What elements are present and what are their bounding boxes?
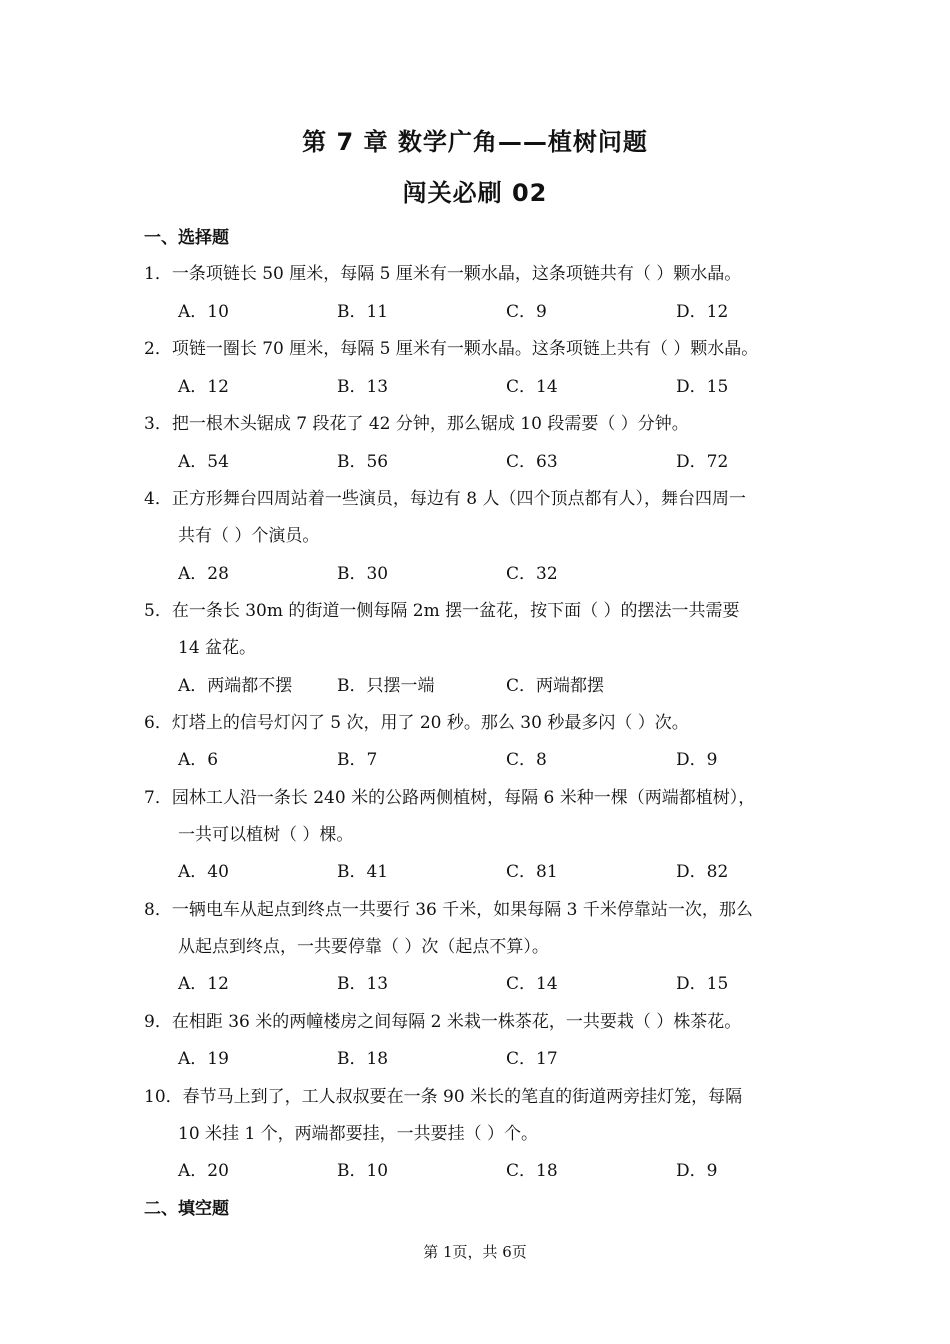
question-4-option-a: A．28 xyxy=(178,564,229,584)
question-4-text-cont: 共有（ ）个演员。 xyxy=(178,526,320,546)
question-8-text: 8．一辆电车从起点到终点一共要行 36 千米，如果每隔 3 千米停靠站一次，那么 xyxy=(144,900,753,920)
question-7-text: 7．园林工人沿一条长 240 米的公路两侧植树，每隔 6 米种一棵（两端都植树）， xyxy=(144,788,756,808)
question-10-option-d: D．9 xyxy=(676,1161,718,1181)
question-10-text-cont: 10 米挂 1 个，两端都要挂，一共要挂（ ）个。 xyxy=(178,1124,539,1144)
question-3-option-a: A．54 xyxy=(178,452,229,472)
question-1-text: 1．一条项链长 50 厘米，每隔 5 厘米有一颗水晶，这条项链共有（ ）颗水晶。 xyxy=(144,264,742,284)
question-8-option-d: D．15 xyxy=(676,974,729,994)
question-6-option-d: D．9 xyxy=(676,750,718,770)
page-footer: 第 1页，共 6页 xyxy=(423,1243,527,1261)
question-2-text: 2．项链一圈长 70 厘米，每隔 5 厘米有一颗水晶。这条项链上共有（ ）颗水晶。 xyxy=(144,339,759,359)
question-9-option-c: C．17 xyxy=(506,1049,558,1069)
question-6-option-a: A．6 xyxy=(178,750,219,770)
question-7-option-b: B．41 xyxy=(337,862,389,882)
question-5-option-c: C．两端都摆 xyxy=(506,676,605,696)
question-3-option-b: B．56 xyxy=(337,452,389,472)
section-heading-fill-in: 二、填空题 xyxy=(144,1199,229,1219)
question-6-option-c: C．8 xyxy=(506,750,547,770)
question-4-option-b: B．30 xyxy=(337,564,389,584)
question-1-option-d: D．12 xyxy=(676,302,729,322)
question-2-option-c: C．14 xyxy=(506,377,558,397)
question-8-option-c: C．14 xyxy=(506,974,558,994)
question-3-text: 3．把一根木头锯成 7 段花了 42 分钟，那么锯成 10 段需要（ ）分钟。 xyxy=(144,414,689,434)
page-title: 第 7 章 数学广角——植树问题 xyxy=(302,128,648,156)
question-1-option-a: A．10 xyxy=(178,302,229,322)
page-subtitle: 闯关必刷 02 xyxy=(402,179,548,207)
question-9-text: 9．在相距 36 米的两幢楼房之间每隔 2 米栽一株茶花，一共要栽（ ）株茶花。 xyxy=(144,1012,742,1032)
question-10-option-c: C．18 xyxy=(506,1161,558,1181)
question-3-option-d: D．72 xyxy=(676,452,729,472)
question-10-option-a: A．20 xyxy=(178,1161,229,1181)
question-1-option-c: C．9 xyxy=(506,302,547,322)
question-7-option-c: C．81 xyxy=(506,862,558,882)
question-6-option-b: B．7 xyxy=(337,750,378,770)
question-5-text-cont: 14 盆花。 xyxy=(178,638,257,658)
question-4-text: 4．正方形舞台四周站着一些演员，每边有 8 人（四个顶点都有人），舞台四周一 xyxy=(144,489,746,509)
question-6-text: 6．灯塔上的信号灯闪了 5 次，用了 20 秒。那么 30 秒最多闪（ ）次。 xyxy=(144,713,689,733)
question-10-text: 10．春节马上到了，工人叔叔要在一条 90 米长的笔直的街道两旁挂灯笼，每隔 xyxy=(144,1087,743,1107)
question-4-option-c: C．32 xyxy=(506,564,558,584)
question-2-option-b: B．13 xyxy=(337,377,389,397)
question-5-text: 5．在一条长 30m 的街道一侧每隔 2m 摆一盆花，按下面（ ）的摆法一共需要 xyxy=(144,601,740,621)
section-heading-choice: 一、选择题 xyxy=(144,228,229,248)
question-10-option-b: B．10 xyxy=(337,1161,389,1181)
question-2-option-d: D．15 xyxy=(676,377,729,397)
question-8-text-cont: 从起点到终点，一共要停靠（ ）次（起点不算）。 xyxy=(178,937,549,957)
question-1-option-b: B．11 xyxy=(337,302,389,322)
question-2-option-a: A．12 xyxy=(178,377,229,397)
question-8-option-b: B．13 xyxy=(337,974,389,994)
question-8-option-a: A．12 xyxy=(178,974,229,994)
question-9-option-a: A．19 xyxy=(178,1049,229,1069)
question-7-option-d: D．82 xyxy=(676,862,729,882)
question-7-text-cont: 一共可以植树（ ）棵。 xyxy=(178,825,354,845)
question-5-option-b: B．只摆一端 xyxy=(337,676,435,696)
question-9-option-b: B．18 xyxy=(337,1049,389,1069)
question-7-option-a: A．40 xyxy=(178,862,229,882)
question-3-option-c: C．63 xyxy=(506,452,558,472)
question-5-option-a: A．两端都不摆 xyxy=(178,676,293,696)
